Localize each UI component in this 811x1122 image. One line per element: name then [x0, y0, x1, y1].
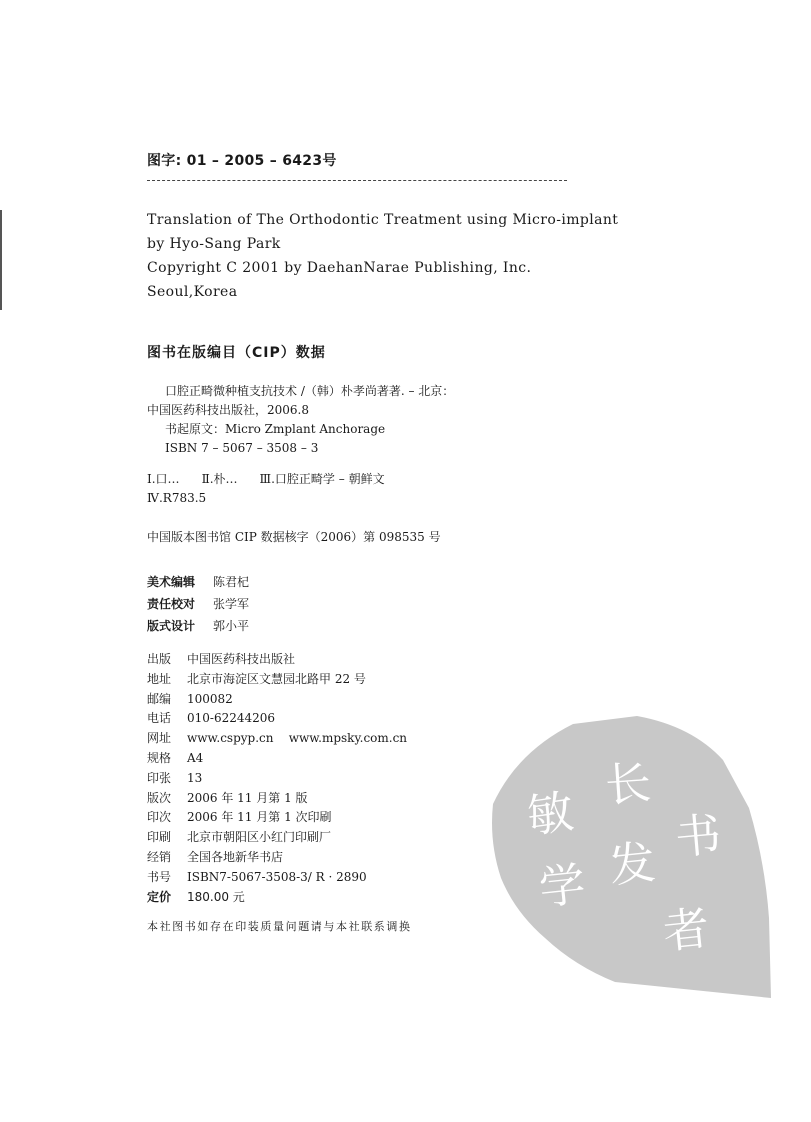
pubinfo-value: 180.00 元 — [187, 889, 245, 904]
pubinfo-value: www.cspyp.cn www.mpsky.com.cn — [187, 731, 408, 746]
copyright-line: Seoul,Korea — [147, 284, 238, 300]
seal-glyph: 敏 — [523, 783, 577, 844]
staff-label: 责任校对 — [147, 597, 196, 611]
pubinfo-value: 北京市朝阳区小红门印刷厂 — [187, 830, 332, 845]
cip-class-item: Ⅳ.R783.5 — [147, 491, 207, 505]
seal-glyph: 书 — [672, 807, 724, 865]
pubinfo-label: 书号 — [147, 869, 172, 884]
seal-glyph: 长 — [603, 755, 653, 813]
pubinfo-row — [147, 729, 407, 749]
pubinfo-value: 2006 年 11 月第 1 次印刷 — [187, 810, 332, 825]
cip-line: 中国医药科技出版社，2006.8 — [147, 403, 309, 417]
cip-record — [147, 382, 454, 458]
copyright-line: Translation of The Orthodontic Treatment using Micro-implant — [147, 212, 619, 228]
cip-class-item: Ⅲ.口腔正畸学 – 朝鲜文 — [259, 472, 385, 486]
pubinfo-value: 中国医药科技出版社 — [187, 652, 296, 666]
staff-credits — [147, 571, 249, 637]
copyright-line: by Hyo-Sang Park — [147, 236, 281, 252]
pubinfo-label: 电话 — [147, 711, 172, 726]
cip-line: ISBN 7 – 5067 – 3508 – 3 — [165, 441, 319, 455]
pubinfo-row — [147, 709, 407, 729]
contract-registration-number: 图字: 01 – 2005 – 6423号 — [147, 153, 337, 169]
staff-label: 美术编辑 — [147, 575, 196, 589]
pubinfo-value: 2006 年 11 月第 1 版 — [187, 790, 308, 805]
pubinfo-value: 13 — [187, 770, 203, 785]
dashed-divider — [147, 180, 567, 181]
pubinfo-row — [147, 888, 407, 908]
pubinfo-label: 地址 — [147, 671, 172, 686]
pubinfo-label: 经销 — [147, 849, 172, 864]
pubinfo-value: 010-62244206 — [187, 711, 276, 726]
cip-line: 口腔正畸微种植支抗技术 /（韩）朴孝尚著著. – 北京： — [165, 384, 455, 398]
staff-value: 张学军 — [213, 597, 250, 611]
crop-mark — [0, 210, 2, 310]
pubinfo-label: 出版 — [147, 652, 172, 666]
pubinfo-label: 网址 — [147, 731, 172, 746]
pubinfo-row — [147, 769, 407, 789]
cip-class-item: Ⅱ.朴… — [201, 472, 238, 486]
pubinfo-row — [147, 789, 407, 809]
cip-classification — [147, 470, 407, 508]
pubinfo-value: 100082 — [187, 691, 233, 706]
pubinfo-row — [147, 848, 407, 868]
pubinfo-label: 规格 — [147, 750, 172, 765]
cip-check-number: 中国版本图书馆 CIP 数据核字（2006）第 098535 号 — [147, 530, 441, 544]
staff-value: 郭小平 — [213, 619, 250, 633]
staff-row — [147, 615, 249, 637]
publication-info — [147, 650, 407, 907]
staff-row — [147, 593, 249, 615]
staff-row — [147, 571, 249, 593]
pubinfo-value: 全国各地新华书店 — [187, 849, 284, 864]
pubinfo-label: 印张 — [147, 770, 172, 785]
pubinfo-label: 邮编 — [147, 691, 172, 706]
seal-glyph: 者 — [660, 900, 712, 960]
pubinfo-row — [147, 828, 407, 848]
pubinfo-row — [147, 690, 407, 710]
pubinfo-row — [147, 670, 407, 690]
copyright-notice — [147, 208, 618, 304]
pubinfo-row — [147, 749, 407, 769]
seal-stamp — [487, 712, 773, 1002]
cip-class-item: Ⅰ.口… — [147, 472, 180, 486]
staff-value: 陈君杞 — [213, 575, 250, 589]
pubinfo-label: 印次 — [147, 810, 172, 825]
pubinfo-row — [147, 650, 407, 670]
seal-glyph: 学 — [536, 856, 588, 916]
pubinfo-label: 定价 — [147, 889, 172, 904]
pubinfo-value: 北京市海淀区文慧园北路甲 22 号 — [187, 671, 366, 686]
pubinfo-label: 印刷 — [147, 830, 172, 845]
quality-notice: 本社图书如存在印装质量问题请与本社联系调换 — [147, 920, 412, 933]
cip-line: 书起原文：Micro Zmplant Anchorage — [165, 422, 386, 436]
pubinfo-value: A4 — [187, 750, 204, 765]
pubinfo-label: 版次 — [147, 790, 172, 805]
pubinfo-row — [147, 808, 407, 828]
seal-glyph: 发 — [606, 834, 658, 894]
copyright-line: Copyright C 2001 by DaehanNarae Publishing, Inc. — [147, 260, 532, 276]
pubinfo-value: ISBN7-5067-3508-3/ R · 2890 — [187, 869, 367, 884]
staff-label: 版式设计 — [147, 619, 196, 633]
cip-heading: 图书在版编目（CIP）数据 — [147, 345, 326, 361]
pubinfo-row — [147, 868, 407, 888]
